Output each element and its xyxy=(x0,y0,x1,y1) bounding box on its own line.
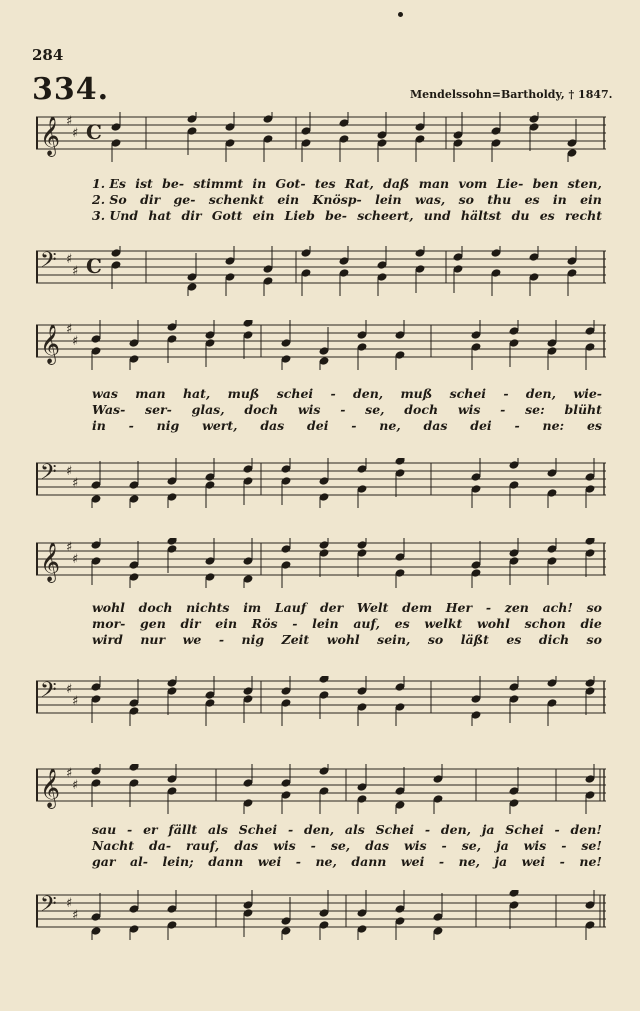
sharp-icon: ♯ xyxy=(72,476,79,491)
lyric-syllable: - xyxy=(554,822,560,837)
common-time-icon: C xyxy=(86,120,102,144)
lyric-syllable: es xyxy=(394,616,410,631)
lyric-syllable: - xyxy=(559,854,565,869)
lyric-syllable: dich xyxy=(538,632,570,647)
sharp-icon: ♯ xyxy=(66,252,73,267)
lyric-syllable: läßt xyxy=(460,632,489,647)
lyric-syllable: - xyxy=(441,838,447,853)
lyric-syllable: man xyxy=(135,386,166,401)
lyric-syllable: nig xyxy=(156,418,180,433)
lyric-syllable: auf, xyxy=(353,616,380,631)
lyric-syllable: gar xyxy=(92,854,116,869)
lyric-syllable: Rös xyxy=(251,616,278,631)
lyric-syllable: dir xyxy=(180,616,201,631)
lyric-syllable: stimmt xyxy=(193,176,244,191)
lyric-syllable: - xyxy=(438,854,445,869)
lyric-syllable: in xyxy=(552,192,567,207)
lyric-syllable: da- xyxy=(148,838,172,853)
lyric-syllable: ne! xyxy=(579,854,602,869)
lyric-syllable: Rat, xyxy=(344,176,374,191)
lyric-syllable: und xyxy=(423,208,451,223)
lyric-syllable: - xyxy=(485,600,492,615)
lyric-syllable: - xyxy=(295,854,301,869)
lyrics-block xyxy=(92,822,602,870)
sharp-icon: ♯ xyxy=(66,682,73,697)
lyric-syllable: den, xyxy=(525,386,556,401)
treble-clef-icon: 𝄞 xyxy=(40,116,61,156)
lyric-syllable: im xyxy=(243,600,262,615)
lyric-syllable: wohl xyxy=(92,600,125,615)
sharp-icon: ♯ xyxy=(72,778,79,793)
lyric-syllable: Gott xyxy=(211,208,243,223)
treble-clef-icon: 𝄞 xyxy=(40,768,61,808)
lyric-syllable: ein xyxy=(215,616,238,631)
lyric-syllable: es xyxy=(524,192,540,207)
lyric-syllable: nig xyxy=(241,632,265,647)
lyric-syllable: wohl xyxy=(326,632,360,647)
lyric-syllable: - xyxy=(128,418,134,433)
lyric-syllable: das xyxy=(234,838,259,853)
lyric-syllable: dir xyxy=(140,192,161,207)
bass-clef-icon: 𝄢 xyxy=(40,248,57,278)
bass-staff xyxy=(36,458,606,498)
lyric-syllable: hat xyxy=(148,208,172,223)
lyric-syllable: - xyxy=(330,386,336,401)
lyric-syllable: das xyxy=(365,838,390,853)
lyric-syllable: schei xyxy=(276,386,314,401)
lyric-syllable: glas, xyxy=(191,402,225,417)
lyric-syllable: hältst xyxy=(460,208,502,223)
lyric-syllable: wis xyxy=(457,402,481,417)
lyric-syllable: du xyxy=(511,208,530,223)
lyric-syllable: vom xyxy=(458,176,488,191)
lyric-syllable: den, xyxy=(440,822,472,837)
lyric-syllable: Schei xyxy=(505,822,544,837)
lyric-syllable: Zeit xyxy=(281,632,310,647)
lyric-syllable: dei xyxy=(307,418,329,433)
lyric-syllable: Knösp- xyxy=(312,192,362,207)
print-mark xyxy=(398,12,403,17)
treble-staff xyxy=(36,538,606,582)
lyric-syllable: es xyxy=(506,632,522,647)
page-number: 284 xyxy=(32,46,64,64)
lyric-syllable: doch xyxy=(138,600,173,615)
lyric-syllable: wohl xyxy=(476,616,510,631)
lyric-verse-2 xyxy=(92,402,602,418)
lyric-syllable: lein; xyxy=(162,854,194,869)
lyric-syllable: so xyxy=(586,632,602,647)
lyric-syllable: das xyxy=(260,418,285,433)
lyric-syllable: doch xyxy=(404,402,439,417)
lyric-syllable: in xyxy=(252,176,267,191)
lyric-syllable: thu xyxy=(487,192,512,207)
lyric-syllable: schon xyxy=(524,616,566,631)
sharp-icon: ♯ xyxy=(66,322,73,337)
hymn-number: 334. xyxy=(32,72,110,107)
lyric-syllable: ne, xyxy=(315,854,337,869)
lyric-syllable: ach! xyxy=(542,600,573,615)
lyric-syllable: - xyxy=(218,632,225,647)
lyric-syllable: das xyxy=(423,418,448,433)
lyric-syllable: ja xyxy=(494,854,508,869)
lyric-syllable: se, xyxy=(365,402,385,417)
lyric-syllable: mor- xyxy=(92,616,126,631)
lyric-syllable: wie- xyxy=(573,386,602,401)
lyric-syllable: den, xyxy=(303,822,335,837)
lyric-syllable: ja xyxy=(496,838,509,853)
lyric-syllable: muß xyxy=(400,386,433,401)
lyric-verse-1 xyxy=(92,822,602,838)
sharp-icon: ♯ xyxy=(66,896,73,911)
lyric-syllable: ge- xyxy=(173,192,196,207)
lyric-verse-2 xyxy=(92,838,602,854)
lyrics-block xyxy=(92,600,602,648)
lyric-syllable: wert, xyxy=(202,418,238,433)
lyric-syllable: dir xyxy=(181,208,202,223)
bass-staff xyxy=(36,676,606,716)
sharp-icon: ♯ xyxy=(66,464,73,479)
lyric-syllable: - xyxy=(514,418,520,433)
lyric-syllable: se! xyxy=(581,838,602,853)
lyric-syllable: Schei xyxy=(375,822,415,837)
lyric-syllable: lein xyxy=(375,192,402,207)
lyric-syllable: - xyxy=(310,838,316,853)
lyric-syllable: - xyxy=(500,402,506,417)
lyric-syllable: ser- xyxy=(145,402,172,417)
lyric-syllable: der xyxy=(319,600,344,615)
lyric-syllable: al- xyxy=(129,854,148,869)
lyric-syllable: fällt xyxy=(168,822,198,837)
lyric-syllable: be- xyxy=(162,176,185,191)
lyric-syllable: - xyxy=(127,822,133,837)
composer-attribution: Mendelssohn=Bartholdy, † 1847. xyxy=(410,88,613,101)
lyric-syllable: ein xyxy=(580,192,602,207)
lyric-syllable: Got- xyxy=(275,176,306,191)
lyric-verse-3 xyxy=(92,418,602,434)
common-time-icon: C xyxy=(86,254,102,278)
lyric-syllable: schenkt xyxy=(208,192,264,207)
lyrics-block xyxy=(92,386,602,434)
lyric-syllable: wird xyxy=(92,632,123,647)
lyric-syllable: Nacht xyxy=(92,838,134,853)
lyric-syllable: lein xyxy=(312,616,339,631)
lyric-syllable: dann xyxy=(208,854,244,869)
lyric-syllable: 1. Es xyxy=(92,176,126,191)
treble-clef-icon: 𝄞 xyxy=(40,324,61,364)
lyric-syllable: - xyxy=(351,418,357,433)
lyric-syllable: recht xyxy=(564,208,602,223)
lyric-syllable: gen xyxy=(140,616,166,631)
lyric-verse-2 xyxy=(92,616,602,632)
lyric-syllable: wei xyxy=(257,854,282,869)
lyric-syllable: scheert, xyxy=(357,208,414,223)
lyric-syllable: Schei xyxy=(238,822,278,837)
sharp-icon: ♯ xyxy=(72,908,79,923)
sharp-icon: ♯ xyxy=(72,334,79,349)
lyric-syllable: ne, xyxy=(458,854,481,869)
lyric-syllable: ein xyxy=(277,192,300,207)
lyric-syllable: die xyxy=(580,616,602,631)
lyric-syllable: - xyxy=(340,402,346,417)
lyric-syllable: er xyxy=(143,822,158,837)
lyric-syllable: nichts xyxy=(186,600,230,615)
lyric-verse-2 xyxy=(92,192,602,208)
lyric-syllable: se, xyxy=(461,838,482,853)
treble-clef-icon: 𝄞 xyxy=(40,542,61,582)
lyric-syllable: 3. Und xyxy=(92,208,139,223)
lyric-syllable: ja xyxy=(481,822,495,837)
sharp-icon: ♯ xyxy=(66,114,73,129)
lyrics-block xyxy=(92,176,602,224)
lyric-verse-3 xyxy=(92,208,602,224)
lyric-syllable: Lieb xyxy=(284,208,315,223)
bass-clef-icon: 𝄢 xyxy=(40,892,57,922)
lyric-syllable: den! xyxy=(570,822,602,837)
lyric-syllable: so xyxy=(427,632,444,647)
lyric-syllable: se, xyxy=(330,838,351,853)
lyric-syllable: dei xyxy=(470,418,492,433)
lyric-syllable: man xyxy=(418,176,450,191)
lyric-syllable: sau xyxy=(92,822,117,837)
lyric-syllable: wei xyxy=(400,854,425,869)
lyric-syllable: nur xyxy=(140,632,166,647)
lyric-syllable: se: xyxy=(525,402,545,417)
lyric-syllable: ben xyxy=(532,176,559,191)
lyric-syllable: sein, xyxy=(377,632,411,647)
lyric-syllable: so xyxy=(458,192,474,207)
lyric-syllable: wis xyxy=(523,838,547,853)
lyric-syllable: - xyxy=(292,616,298,631)
lyric-syllable: als xyxy=(344,822,365,837)
lyric-syllable: - xyxy=(287,822,294,837)
lyric-syllable: daß xyxy=(383,176,410,191)
lyric-syllable: Her xyxy=(445,600,473,615)
lyric-verse-3 xyxy=(92,632,602,648)
lyric-syllable: Lauf xyxy=(274,600,307,615)
lyric-syllable: - xyxy=(561,838,567,853)
lyric-syllable: tes xyxy=(314,176,336,191)
bass-clef-icon: 𝄢 xyxy=(40,678,57,708)
lyric-syllable: dann xyxy=(351,854,387,869)
lyric-syllable: wis xyxy=(273,838,296,853)
lyric-syllable: Was- xyxy=(92,402,126,417)
sharp-icon: ♯ xyxy=(72,694,79,709)
lyric-syllable: 2. So xyxy=(92,192,127,207)
lyric-syllable: was, xyxy=(414,192,446,207)
lyric-syllable: - xyxy=(503,386,509,401)
lyric-syllable: als xyxy=(207,822,228,837)
treble-staff xyxy=(36,320,606,364)
lyric-syllable: wis xyxy=(297,402,321,417)
lyric-syllable: ein xyxy=(252,208,275,223)
sharp-icon: ♯ xyxy=(72,552,79,567)
lyric-syllable: was xyxy=(92,386,118,401)
lyric-verse-3 xyxy=(92,854,602,870)
lyric-syllable: Welt xyxy=(356,600,389,615)
bass-staff xyxy=(36,246,606,286)
lyric-syllable: sten, xyxy=(567,176,602,191)
lyric-syllable: blüht xyxy=(564,402,602,417)
bass-clef-icon: 𝄢 xyxy=(40,460,57,490)
lyric-syllable: we xyxy=(182,632,202,647)
lyric-syllable: Lie- xyxy=(496,176,524,191)
lyric-verse-1 xyxy=(92,176,602,192)
treble-staff xyxy=(36,764,606,808)
lyric-syllable: muß xyxy=(227,386,260,401)
lyric-syllable: wis xyxy=(404,838,427,853)
lyric-verse-1 xyxy=(92,386,602,402)
lyric-syllable: schei xyxy=(449,386,487,401)
lyric-syllable: welkt xyxy=(424,616,463,631)
lyric-syllable: - xyxy=(424,822,431,837)
sharp-icon: ♯ xyxy=(66,540,73,555)
lyric-syllable: dem xyxy=(402,600,433,615)
lyric-verse-1 xyxy=(92,600,602,616)
lyric-syllable: den, xyxy=(353,386,384,401)
lyric-syllable: so xyxy=(586,600,602,615)
sharp-icon: ♯ xyxy=(72,264,79,279)
lyric-syllable: in xyxy=(92,418,106,433)
lyric-syllable: ne, xyxy=(379,418,401,433)
lyric-syllable: es xyxy=(539,208,555,223)
lyric-syllable: be- xyxy=(325,208,347,223)
lyric-syllable: wei xyxy=(521,854,546,869)
lyric-syllable: ne: xyxy=(542,418,565,433)
lyric-syllable: zen xyxy=(504,600,529,615)
lyric-syllable: es xyxy=(586,418,602,433)
lyric-syllable: ist xyxy=(135,176,153,191)
lyric-syllable: hat, xyxy=(182,386,211,401)
sharp-icon: ♯ xyxy=(72,126,79,141)
sharp-icon: ♯ xyxy=(66,766,73,781)
treble-staff xyxy=(36,112,606,156)
lyric-syllable: doch xyxy=(244,402,279,417)
bass-staff xyxy=(36,890,606,930)
lyric-syllable: rauf, xyxy=(186,838,220,853)
